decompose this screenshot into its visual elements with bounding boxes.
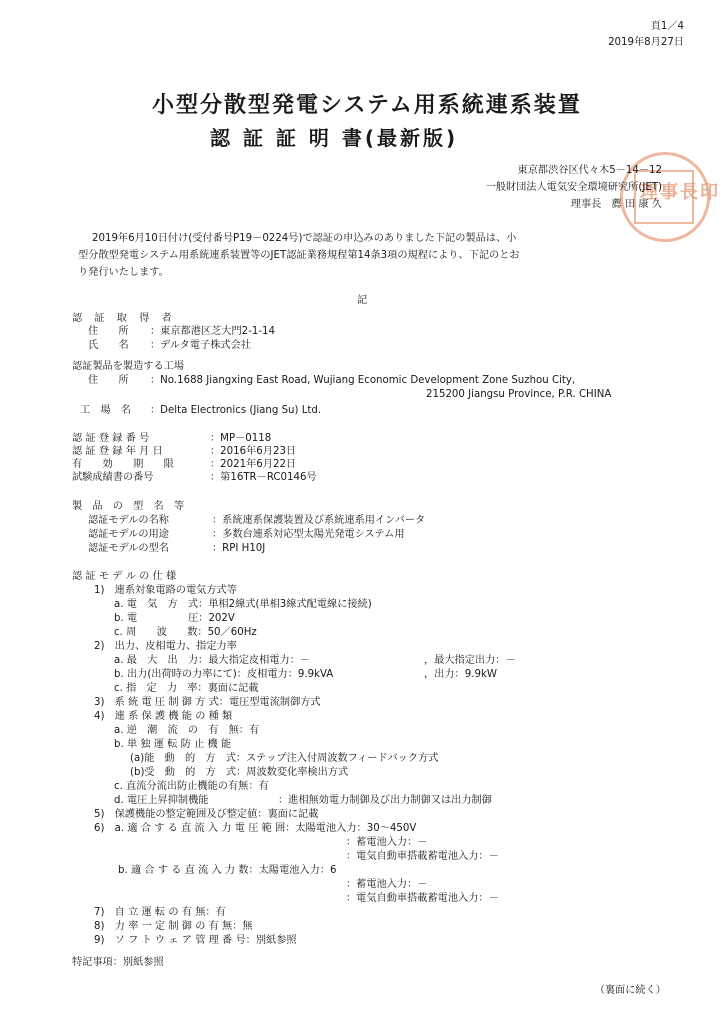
spec-line: ：進相無効電力制御及び出力制御又は出力制御 bbox=[278, 795, 492, 806]
spec-line: c. 周 波 数：50／60Hz bbox=[114, 627, 257, 638]
special-note: 特記事項：別紙参照 bbox=[72, 957, 164, 968]
model-type-label: 認証モデルの型名 bbox=[88, 543, 169, 554]
spec-line: a. 逆 潮 流 の 有 無：有 bbox=[114, 725, 260, 736]
spec-line: ：電気自動車搭載蓄電池入力：－ bbox=[346, 851, 499, 862]
spec-line: 8) 力 率 一 定 制 御 の 有 無：無 bbox=[94, 921, 253, 932]
spec-line: d. 電圧上昇抑制機能 bbox=[114, 795, 209, 806]
model-use-value: ：多数台連系対応型太陽光発電システム用 bbox=[212, 529, 405, 540]
issuer-organization: 一般財団法人電気安全環境研究所(JET) bbox=[485, 182, 662, 193]
spec-line: 6) a. 適 合 す る 直 流 入 力 電 圧 範 囲：太陽電池入力：30～450V bbox=[94, 823, 417, 834]
spec-line: a. 電 気 方 式：単相2線式(単相3線式配電線に接続) bbox=[114, 599, 372, 610]
registration-number-label: 認 証 登 録 番 号 bbox=[72, 433, 150, 444]
acquirer-address-label: 住 所 bbox=[88, 326, 129, 337]
spec-line: c. 直流分流出防止機能の有無：有 bbox=[114, 781, 269, 792]
model-heading: 製 品 の 型 名 等 bbox=[72, 501, 185, 512]
spec-line: 1) 連系対象電路の電気方式等 bbox=[94, 585, 237, 596]
ki-marker: 記 bbox=[357, 295, 368, 306]
expiry-label: 有 効 期 限 bbox=[72, 459, 174, 470]
spec-line: 7) 自 立 運 転 の 有 無：有 bbox=[94, 907, 226, 918]
page-number: 頁1／4 bbox=[650, 21, 684, 32]
test-report-label: 試験成績書の番号 bbox=[72, 472, 154, 483]
issuer-chair: 理事長 薦 田 康 久 bbox=[570, 199, 662, 210]
test-report-value: ：第16TR－RC0146号 bbox=[210, 472, 317, 483]
issue-date: 2019年8月27日 bbox=[608, 37, 684, 48]
registration-number-value: ：MP－0118 bbox=[210, 433, 272, 444]
acquirer-name-value: ：デルタ電子株式会社 bbox=[150, 340, 251, 351]
acquirer-name-label: 氏 名 bbox=[88, 340, 129, 351]
seal-text: 理事長印 bbox=[640, 182, 720, 203]
spec-line: b. 適 合 す る 直 流 入 力 数：太陽電池入力：6 bbox=[118, 865, 337, 876]
spec-line: c. 指 定 力 率：裏面に記載 bbox=[114, 683, 259, 694]
factory-address-value-2: 215200 Jiangsu Province, P.R. CHINA bbox=[426, 389, 612, 400]
model-name-value: ：系統連系保護装置及び系統連系用インバータ bbox=[212, 515, 426, 526]
document-subtitle: 認 証 証 明 書(最新版) bbox=[210, 126, 459, 150]
model-use-label: 認証モデルの用途 bbox=[88, 529, 169, 540]
factory-address-value-1: ：No.1688 Jiangxing East Road, Wujiang Economic Development Zone Suzhou City, bbox=[150, 375, 576, 386]
spec-line: b. 電 圧：202V bbox=[114, 613, 235, 624]
spec-line: ，最大指定出力：－ bbox=[424, 655, 516, 666]
factory-name-value: ：Delta Electronics (Jiang Su) Ltd. bbox=[150, 405, 322, 416]
issuer-address: 東京都渋谷区代々木5－14－12 bbox=[517, 165, 662, 176]
model-type-value: ：RPI H10J bbox=[212, 543, 266, 554]
spec-line: 9) ソ フ ト ウ ェ ア 管 理 番 号：別紙参照 bbox=[94, 935, 297, 946]
document-title: 小型分散型発電システム用系統連系装置 bbox=[152, 93, 582, 118]
model-name-label: 認証モデルの名称 bbox=[88, 515, 169, 526]
registration-date-value: ：2016年6月23日 bbox=[210, 446, 297, 457]
continued-note: （裏面に続く） bbox=[594, 985, 666, 996]
acquirer-heading: 認 証 取 得 者 bbox=[72, 313, 173, 324]
intro-line-2: 型分散型発電システム用系統連系装置等のJET認証業務規程第14条3項の規程により、下記のとお bbox=[78, 250, 520, 261]
spec-line: ，出力：9.9kW bbox=[424, 669, 497, 680]
spec-line: a. 最 大 出 力：最大指定皮相電力：－ bbox=[114, 655, 311, 666]
spec-heading: 認 証 モ デ ル の 仕 様 bbox=[72, 571, 177, 582]
factory-heading: 認証製品を製造する工場 bbox=[72, 361, 185, 372]
spec-line: 5) 保護機能の整定範囲及び整定値：裏面に記載 bbox=[94, 809, 319, 820]
factory-address-label: 住 所 bbox=[88, 375, 129, 386]
spec-line: ：蓄電池入力：－ bbox=[346, 879, 428, 890]
spec-line: (a)能 動 的 方 式：ステップ注入付周波数フィードバック方式 bbox=[130, 753, 439, 764]
acquirer-address-value: ：東京都港区芝大門2-1-14 bbox=[150, 326, 275, 337]
spec-line: 3) 系 統 電 圧 制 御 方 式：電圧型電流制御方式 bbox=[94, 697, 321, 708]
spec-line: 4) 連 系 保 護 機 能 の 種 類 bbox=[94, 711, 233, 722]
spec-line: (b)受 動 的 方 式：周波数変化率検出方式 bbox=[130, 767, 349, 778]
expiry-value: ：2021年6月22日 bbox=[210, 459, 297, 470]
intro-line-3: り発行いたします。 bbox=[78, 267, 169, 278]
spec-line: b. 出力(出荷時の力率にて)：皮相電力：9.9kVA bbox=[114, 669, 334, 680]
spec-line: b. 単 独 運 転 防 止 機 能 bbox=[114, 739, 232, 750]
registration-date-label: 認 証 登 録 年 月 日 bbox=[72, 446, 163, 457]
factory-name-label: 工 場 名 bbox=[80, 405, 131, 416]
spec-line: 2) 出力、皮相電力、指定力率 bbox=[94, 641, 237, 652]
spec-line: ：蓄電池入力：－ bbox=[346, 837, 428, 848]
intro-line-1: 2019年6月10日付け(受付番号P19－0224号)で認証の申込みのありました下記の製品は、小 bbox=[92, 233, 517, 244]
spec-line: ：電気自動車搭載蓄電池入力：－ bbox=[346, 893, 499, 904]
